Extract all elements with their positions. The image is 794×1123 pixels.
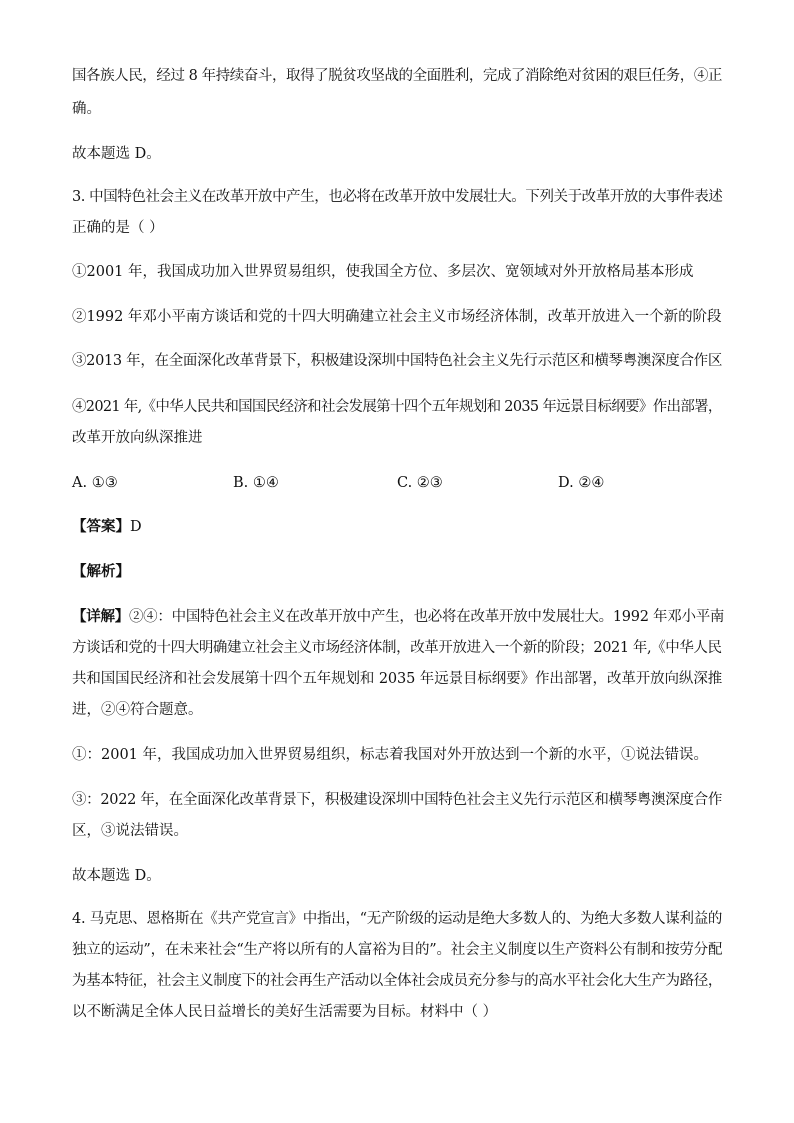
q3-option-c: C. ②③ — [397, 475, 443, 491]
answer-tag: 【答案】 — [72, 518, 130, 535]
detail-text-1: ②④：中国特色社会主义在改革开放中产生，也必将在改革开放中发展壮大。1992 年邓小平南 — [128, 609, 725, 625]
q3-answer — [72, 517, 142, 537]
q4-line-4: 以不断满足全体人民日益增长的美好生活需要为目标。材料中（ ） — [72, 1004, 498, 1020]
q3-statement-2: ②1992 年邓小平南方谈话和党的十四大明确建立社会主义市场经济体制，改革开放进入一个新的阶段 — [72, 309, 722, 325]
q3-stem-line-1: 3. 中国特色社会主义在改革开放中产生，也必将在改革开放中发展壮大。下列关于改革开放的大事件表述 — [72, 189, 723, 205]
q3-option-b: B. ①④ — [233, 475, 279, 491]
intro-line-1: 国各族人民，经过 8 年持续奋斗，取得了脱贫攻坚战的全面胜利，完成了消除绝对贫困的艰巨任务，④正 — [72, 68, 722, 84]
q3-wrong-3-line-2: 区，③说法错误。 — [72, 823, 188, 839]
q3-wrong-1: ①：2001 年，我国成功加入世界贸易组织，标志着我国对外开放达到一个新的水平，①说法错误。 — [72, 747, 709, 763]
q3-stem-line-2: 正确的是（ ） — [72, 220, 164, 236]
q3-conclusion: 故本题选 D。 — [72, 868, 161, 884]
q3-statement-1: ①2001 年，我国成功加入世界贸易组织，使我国全方位、多层次、宽领域对外开放格局基本形成 — [72, 264, 694, 280]
q3-detail-line-3: 共和国国民经济和社会发展第十四个五年规划和 2035 年远景目标纲要》作出部署，改革开放向纵深推 — [72, 671, 723, 687]
q3-detail-line-1 — [72, 607, 724, 627]
q3-statement-3: ③2013 年，在全面深化改革背景下，积极建设深圳中国特色社会主义先行示范区和横琴粤澳深度合作区 — [72, 353, 723, 369]
q4-line-2: 独立的运动”，在未来社会“生产将以所有的人富裕为目的”。社会主义制度以生产资料公有制和按劳分配 — [72, 942, 723, 958]
q3-detail-line-2: 方谈话和党的十四大明确建立社会主义市场经济体制，改革开放进入一个新的阶段；2021 年,《中华人民 — [72, 640, 722, 656]
q3-option-d: D. ②④ — [558, 475, 605, 491]
detail-tag: 【详解】 — [72, 608, 129, 625]
q4-line-3: 为基本特征，社会主义制度下的社会再生产活动以全体社会成员充分参与的高水平社会化大生产为路径， — [72, 973, 722, 989]
q3-analysis-tag: 【解析】 — [72, 563, 130, 580]
intro-conclusion: 故本题选 D。 — [72, 146, 161, 162]
intro-line-2: 确。 — [72, 101, 101, 117]
q3-option-a: A. ①③ — [72, 475, 118, 491]
answer-value: D — [130, 519, 142, 535]
q3-wrong-3-line-1: ③：2022 年，在全面深化改革背景下，积极建设深圳中国特色社会主义先行示范区和横琴粤澳深度合作 — [72, 792, 723, 808]
q3-statement-4: ④2021 年,《中华人民共和国国民经济和社会发展第十四个五年规划和 2035 年远景目标纲要》作出部署， — [72, 399, 722, 415]
q4-line-1: 4. 马克思、恩格斯在《共产党宣言》中指出，“无产阶级的运动是绝大多数人的、为绝大多数人谋利益的 — [72, 911, 723, 927]
q3-detail-line-4: 进，②④符合题意。 — [72, 702, 203, 718]
q3-statement-4-cont: 改革开放向纵深推进 — [72, 430, 203, 446]
